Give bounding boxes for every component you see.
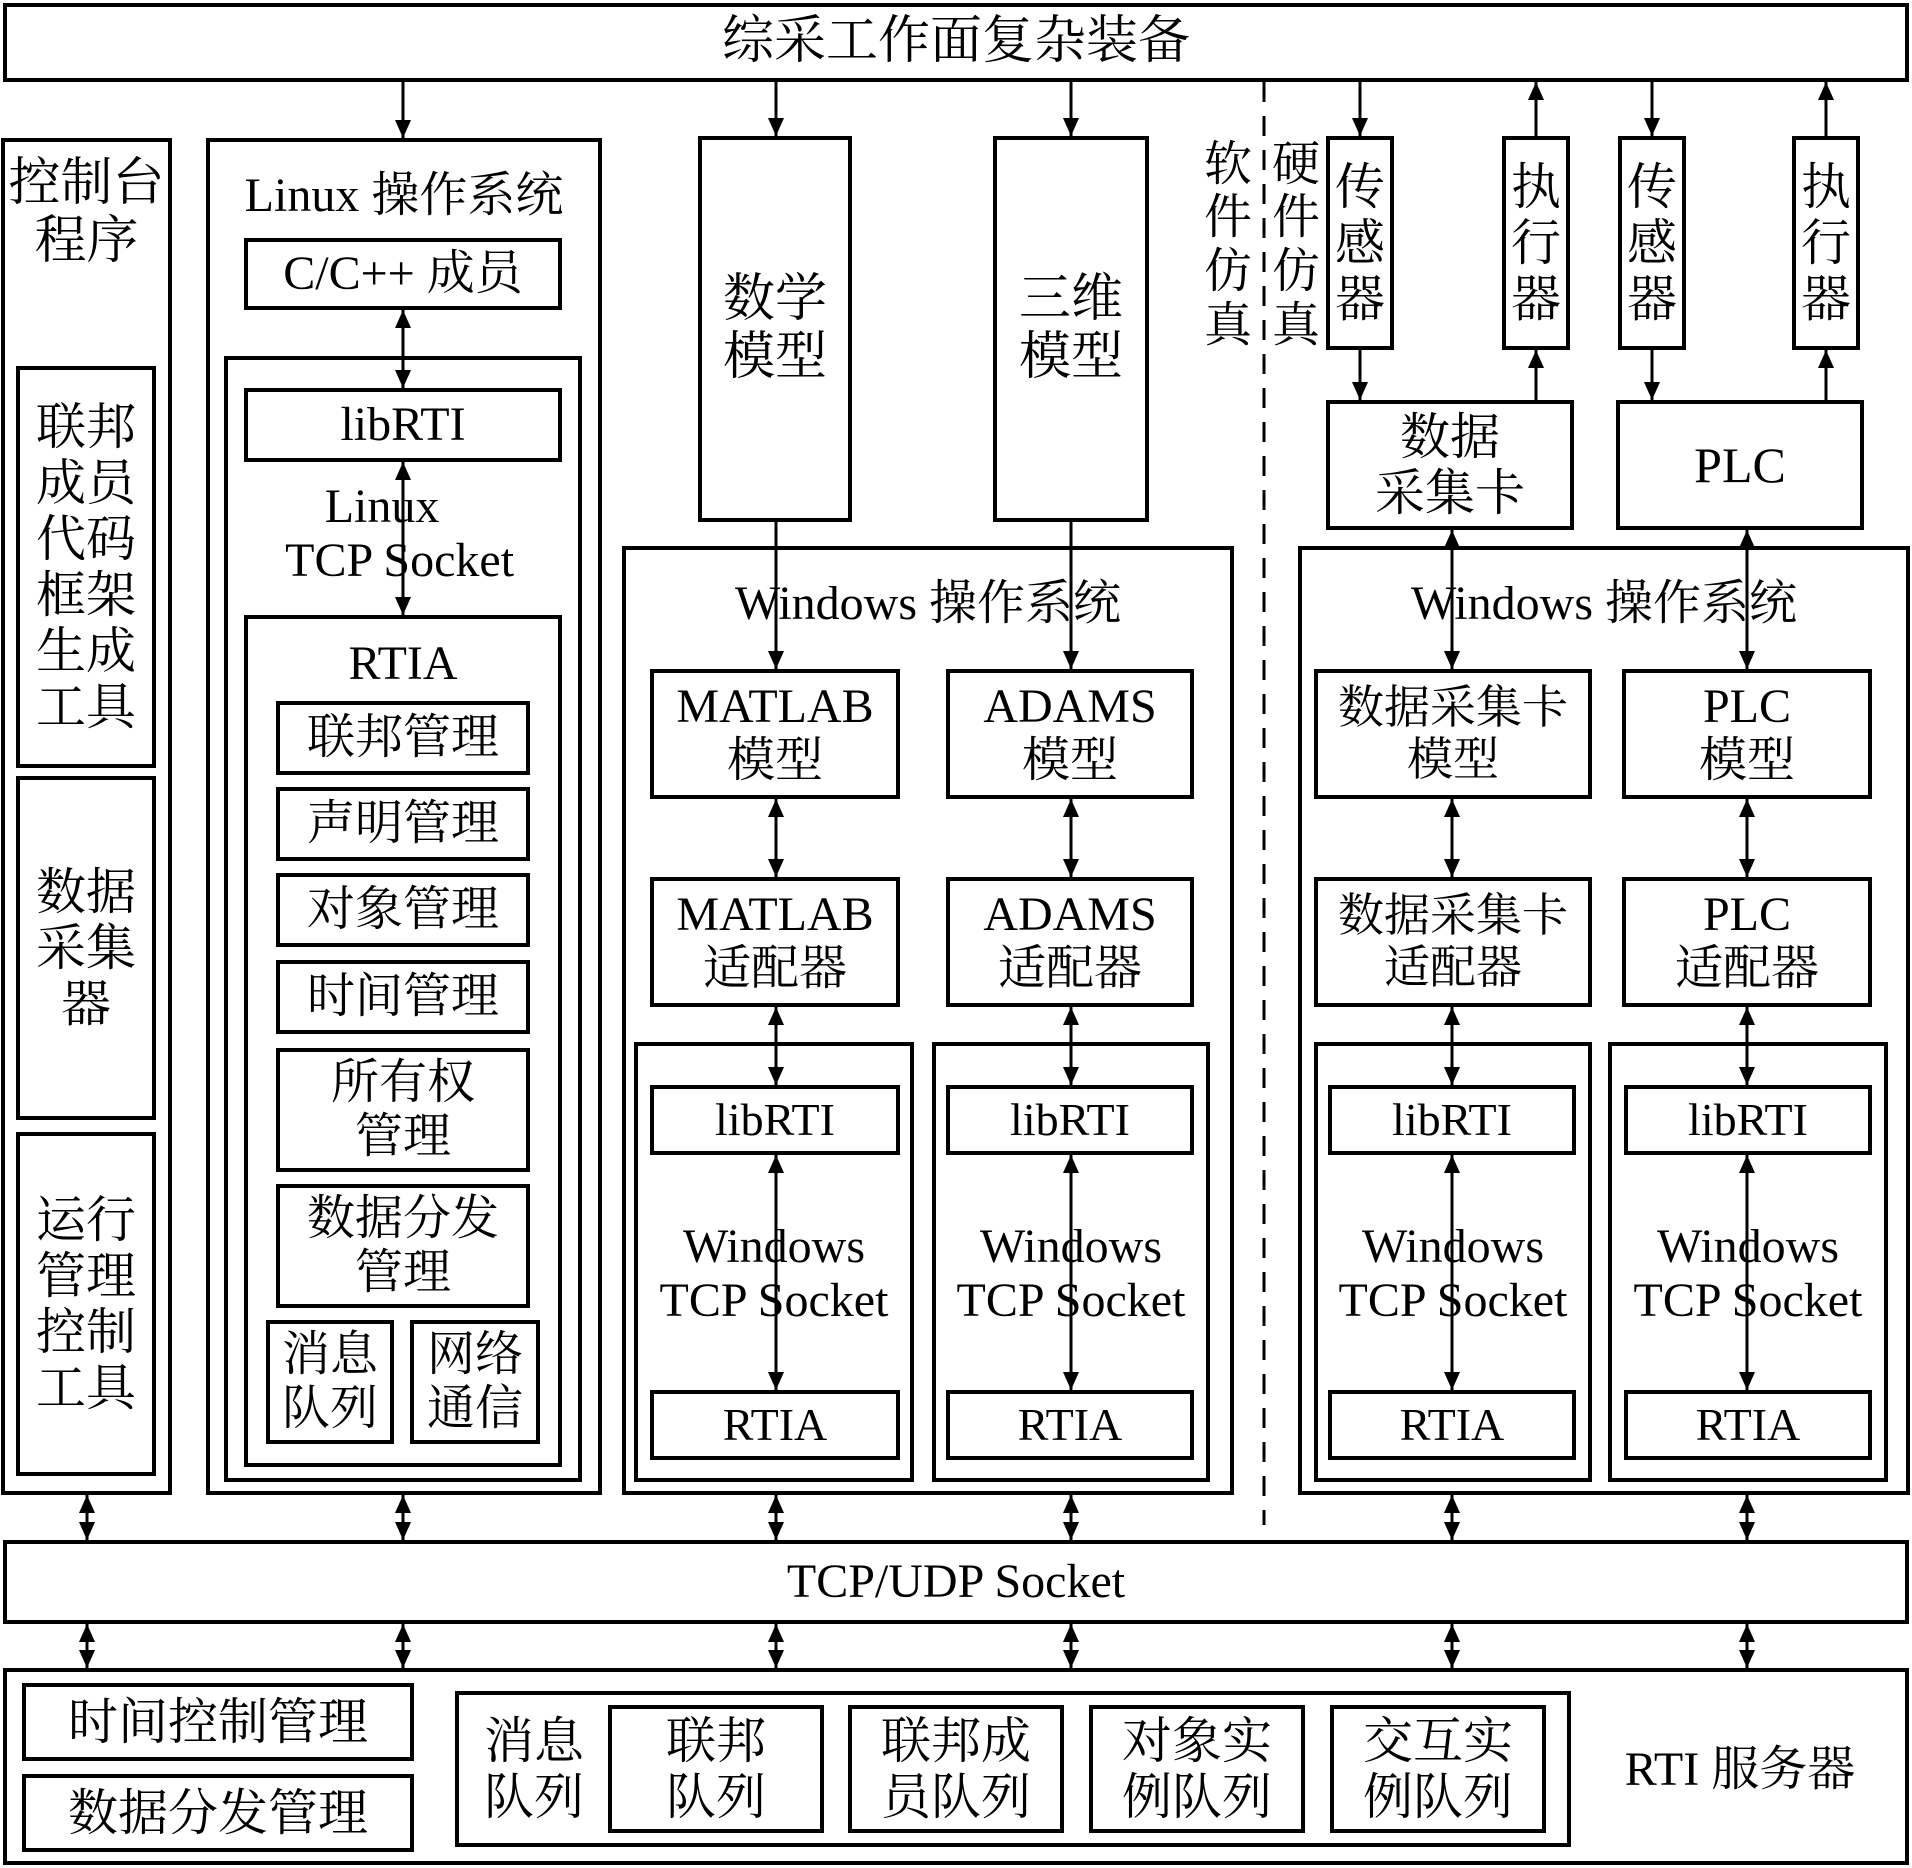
interaction-instance-queue-label: 交互实 例队列 — [1363, 1713, 1513, 1825]
rti-server-label: RTI 服务器 — [1624, 1743, 1856, 1797]
arrowhead — [1063, 1007, 1079, 1025]
rtia-label: RTIA — [1017, 1399, 1123, 1451]
arrowhead — [768, 1495, 784, 1513]
arrowhead — [1739, 651, 1755, 669]
socket-bar-label: TCP/UDP Socket — [786, 1555, 1126, 1609]
arrowhead — [1528, 82, 1544, 100]
librti-label: libRTI — [1010, 1094, 1130, 1146]
hardware-sim-label: 硬 件 仿 真 — [1271, 137, 1320, 352]
queue-group-label: 消息 队列 — [484, 1713, 584, 1825]
linux-rtia-label: RTIA — [348, 637, 458, 691]
arrowhead — [768, 1522, 784, 1540]
arrowhead — [1644, 118, 1660, 136]
arrowhead — [395, 1522, 411, 1540]
windows-tcp-socket-label: Windows TCP Socket — [659, 1220, 889, 1327]
arrowhead — [1063, 1155, 1079, 1173]
arrowhead — [79, 1495, 95, 1513]
sensor-label-2: 传 感 器 — [1627, 159, 1677, 327]
arrowhead — [1739, 1067, 1755, 1085]
arrowhead — [1739, 1155, 1755, 1173]
arrowhead — [768, 118, 784, 136]
matlab-adapter-label: MATLAB 适配器 — [676, 888, 874, 995]
arrowhead — [395, 370, 411, 388]
arrowhead — [1063, 1372, 1079, 1390]
arrowhead — [768, 1007, 784, 1025]
librti-label: libRTI — [715, 1094, 835, 1146]
arrowhead — [1739, 859, 1755, 877]
arrowhead — [1352, 118, 1368, 136]
daq-card-label: 数据 采集卡 — [1375, 409, 1525, 521]
arrowhead — [79, 1624, 95, 1642]
arrowhead — [1739, 1495, 1755, 1513]
arrowhead — [79, 1650, 95, 1668]
time-control-label: 时间控制管理 — [68, 1694, 368, 1750]
arrowhead — [395, 1624, 411, 1642]
message-queue-label: 消息 队列 — [281, 1328, 378, 1435]
arrowhead — [1739, 1624, 1755, 1642]
console-title: 控制台 程序 — [8, 154, 165, 270]
arrowhead — [1063, 651, 1079, 669]
arrowhead — [1444, 530, 1460, 548]
arrowhead — [1444, 1372, 1460, 1390]
framework-tool-label: 联邦 成员 代码 框架 生成 工具 — [36, 399, 136, 735]
arrowhead — [1063, 1495, 1079, 1513]
top-equipment-title: 综采工作面复杂装备 — [721, 13, 1190, 71]
arrowhead — [1644, 382, 1660, 400]
arrowhead — [1444, 1067, 1460, 1085]
windows-tcp-socket-label: Windows TCP Socket — [1338, 1220, 1568, 1327]
arrowhead — [1818, 82, 1834, 100]
linux-tcp-socket-label: Linux TCP Socket — [285, 480, 515, 587]
arrowhead — [768, 1624, 784, 1642]
arrowhead — [1444, 1495, 1460, 1513]
arrowhead — [1063, 859, 1079, 877]
arrowhead — [1818, 350, 1834, 368]
plc-adapter-label: PLC 适配器 — [1674, 888, 1819, 995]
arrowhead — [395, 1650, 411, 1668]
federation-queue-label: 联邦 队列 — [666, 1713, 766, 1825]
arrowhead — [395, 310, 411, 328]
actuator-label-2: 执 行 器 — [1801, 159, 1851, 327]
linux-os-title: Linux 操作系统 — [244, 169, 564, 223]
object-instance-queue-label: 对象实 例队列 — [1122, 1713, 1272, 1825]
arrowhead — [395, 1495, 411, 1513]
arrowhead — [768, 651, 784, 669]
arrowhead — [1739, 530, 1755, 548]
arrowhead — [1739, 1522, 1755, 1540]
arrowhead — [768, 1067, 784, 1085]
plc-model-label: PLC 模型 — [1698, 680, 1795, 787]
arrowhead — [1528, 350, 1544, 368]
arrowhead — [1444, 1624, 1460, 1642]
declaration-mgmt-label: 声明管理 — [306, 797, 499, 851]
arrowhead — [1063, 799, 1079, 817]
arrowhead — [768, 1372, 784, 1390]
plc-label: PLC — [1694, 437, 1786, 493]
rtia-label: RTIA — [1399, 1399, 1505, 1451]
rtia-label: RTIA — [1695, 1399, 1801, 1451]
arrowhead — [1739, 1007, 1755, 1025]
arrowhead — [1739, 1650, 1755, 1668]
network-comm-label: 网络 通信 — [426, 1328, 523, 1435]
librti-label: libRTI — [1688, 1094, 1808, 1146]
daq-adapter-label: 数据采集卡 适配器 — [1338, 890, 1568, 993]
matlab-model-label: MATLAB 模型 — [676, 680, 874, 787]
arrowhead — [1444, 1650, 1460, 1668]
arrowhead — [1352, 382, 1368, 400]
librti-label: libRTI — [1392, 1094, 1512, 1146]
windows-tcp-socket-label: Windows TCP Socket — [956, 1220, 1186, 1327]
member-queue-label: 联邦成 员队列 — [881, 1713, 1031, 1825]
data-dist-mgmt-label: 数据分发 管理 — [306, 1192, 499, 1299]
rtia-label: RTIA — [722, 1399, 828, 1451]
windows-os-title-2: Windows 操作系统 — [1410, 577, 1798, 631]
arrowhead — [1063, 1067, 1079, 1085]
data-distribution-label: 数据分发管理 — [68, 1785, 368, 1841]
object-mgmt-label: 对象管理 — [306, 883, 499, 937]
3d-model-label: 三维 模型 — [1018, 270, 1123, 386]
arrowhead — [1739, 1372, 1755, 1390]
arrowhead — [1739, 799, 1755, 817]
software-sim-label: 软 件 仿 真 — [1203, 137, 1252, 352]
arrowhead — [768, 1650, 784, 1668]
windows-tcp-socket-label: Windows TCP Socket — [1633, 1220, 1863, 1327]
sensor-label-1: 传 感 器 — [1335, 159, 1385, 327]
linux-librti-label: libRTI — [340, 398, 466, 452]
actuator-label-1: 执 行 器 — [1511, 159, 1561, 327]
daq-model-label: 数据采集卡 模型 — [1338, 682, 1568, 785]
arrowhead — [768, 1155, 784, 1173]
run-control-tool-label: 运行 管理 控制 工具 — [36, 1192, 136, 1416]
arrowhead — [395, 597, 411, 615]
arrowhead — [1063, 1624, 1079, 1642]
federation-mgmt-label: 联邦管理 — [306, 711, 499, 765]
arrowhead — [1444, 799, 1460, 817]
arrowhead — [79, 1522, 95, 1540]
arrowhead — [1444, 859, 1460, 877]
data-collector-label: 数据 采集 器 — [36, 864, 136, 1032]
windows-os-title-1: Windows 操作系统 — [734, 577, 1122, 631]
math-model-label: 数学 模型 — [722, 270, 827, 386]
arrowhead — [1063, 118, 1079, 136]
arrowhead — [768, 859, 784, 877]
arrowhead — [1063, 1650, 1079, 1668]
adams-adapter-label: ADAMS 适配器 — [983, 888, 1157, 995]
arrowhead — [1444, 1007, 1460, 1025]
arrowhead — [1444, 1155, 1460, 1173]
arrowhead — [1444, 651, 1460, 669]
adams-model-label: ADAMS 模型 — [983, 680, 1157, 787]
arrowhead — [768, 799, 784, 817]
arrowhead — [1444, 1522, 1460, 1540]
arrowhead — [395, 120, 411, 138]
time-mgmt-label: 时间管理 — [306, 970, 499, 1024]
cpp-member-label: C/C++ 成员 — [283, 247, 523, 301]
ownership-mgmt-label: 所有权 管理 — [330, 1056, 475, 1163]
arrowhead — [1063, 1522, 1079, 1540]
